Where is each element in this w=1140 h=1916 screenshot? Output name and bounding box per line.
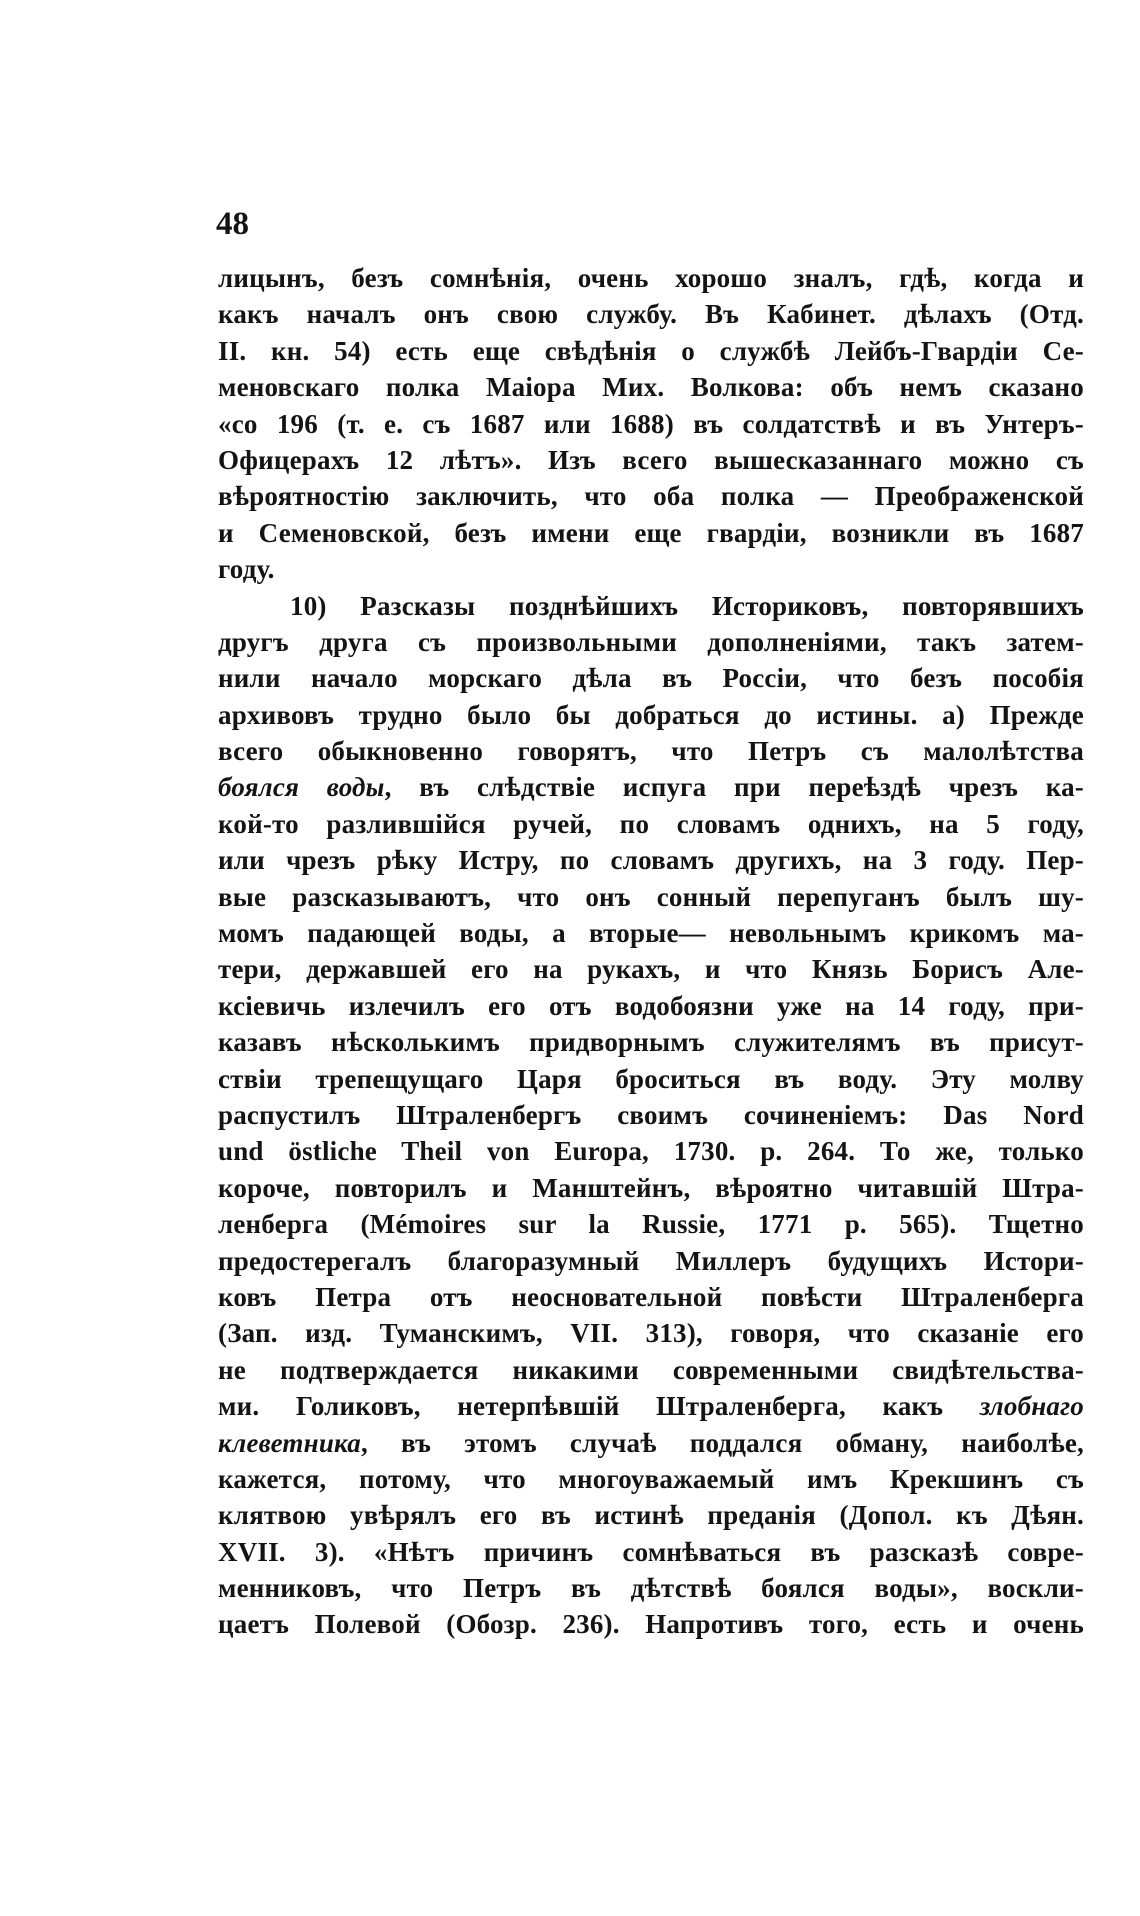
text-line: кажется, потому, что многоуважаемый имъ Крекшинъ съ	[218, 1463, 1084, 1494]
italic-phrase: боялся воды	[218, 772, 385, 803]
text-fragment: , въ слѣдствіе испуга при переѣздѣ чрезъ ка-	[384, 772, 1084, 803]
text-line: II. кн. 54) есть еще свѣдѣнія о службѣ Лейбъ-Гвардіи Се-	[218, 335, 1084, 366]
text-line: ствіи трепещущаго Царя броситься въ воду. Эту молву	[218, 1063, 1084, 1094]
text-line: меновскаго полка Маіора Мих. Волкова: объ немъ сказано	[218, 372, 1084, 403]
text-line: и Семеновской, безъ имени еще гвардіи, возникли въ 1687	[218, 517, 1084, 548]
text-line: распустилъ Штраленбергъ своимъ сочиненіемъ: Das Nord	[218, 1099, 1084, 1130]
text-line: клятвою увѣрялъ его въ истинѣ преданія (Допол. къ Дѣян.	[218, 1500, 1084, 1531]
text-line: или чрезъ рѣку Истру, по словамъ другихъ, на 3 году. Пер-	[218, 845, 1084, 876]
text-line: кой-то разлившійся ручей, по словамъ однихъ, на 5 году,	[218, 808, 1084, 839]
text-line: (Зап. изд. Туманскимъ, VII. 313), говоря, что сказаніе его	[218, 1318, 1084, 1349]
text-line: Офицерахъ 12 лѣтъ». Изъ всего вышесказаннаго можно съ	[218, 444, 1084, 475]
text-line: момъ падающей воды, а вторые— невольнымъ крикомъ ма-	[218, 918, 1084, 949]
text-line: менниковъ, что Петръ въ дѣтствѣ боялся воды», воскли-	[218, 1573, 1084, 1604]
page-number: 48	[216, 206, 249, 242]
text-line: ковъ Петра отъ неосновательной повѣсти Штраленберга	[218, 1281, 1084, 1312]
text-line	[218, 769, 1084, 805]
text-line: тери, державшей его на рукахъ, и что Князь Борисъ Але-	[218, 954, 1084, 985]
text-line: ксіевичь излечилъ его отъ водобоязни уже на 14 году, при-	[218, 990, 1084, 1021]
text-line: году.	[218, 554, 275, 585]
text-line: всего обыкновенно говорятъ, что Петръ съ малолѣтства	[218, 736, 1084, 767]
text-line: XVII. 3). «Нѣтъ причинъ сомнѣваться въ разсказѣ совре-	[218, 1536, 1084, 1567]
text-fragment: ми. Голиковъ, нетерпѣвшій Штраленберга, какъ	[218, 1391, 980, 1422]
text-line: вѣроятностію заключить, что оба полка — Преображенской	[218, 481, 1084, 512]
paragraph-start-line: 10) Разсказы позднѣйшихъ Историковъ, повторявшихъ	[290, 590, 1084, 621]
text-line: другъ друга съ произвольными дополненіями, такъ затем-	[218, 626, 1084, 657]
text-line: какъ началъ онъ свою службу. Въ Кабинет. дѣлахъ (Отд.	[218, 299, 1084, 330]
text-line: предостерегалъ благоразумный Миллеръ будущихъ Истори-	[218, 1245, 1084, 1276]
text-line: короче, повторилъ и Манштейнъ, вѣроятно читавшій Штра-	[218, 1172, 1084, 1203]
text-line: казавъ нѣсколькимъ придворнымъ служителямъ въ присут-	[218, 1027, 1084, 1058]
text-line: ленберга (Mémoires sur la Russie, 1771 p. 565). Тщетно	[218, 1209, 1084, 1240]
text-fragment: , въ этомъ случаѣ поддался обману, наиболѣе,	[360, 1427, 1084, 1458]
text-line	[218, 1425, 1084, 1461]
body-text	[218, 260, 1084, 1643]
text-line: нили начало морскаго дѣла въ Россіи, что безъ пособія	[218, 663, 1084, 694]
text-line: und östliche Theil von Europa, 1730. p. 264. То же, только	[218, 1136, 1084, 1167]
text-line: лицынъ, безъ сомнѣнія, очень хорошо зналъ, гдѣ, когда и	[218, 263, 1084, 293]
text-line: не подтверждается никакими современными свидѣтельства-	[218, 1354, 1084, 1385]
text-line: архивовъ трудно было бы добраться до истины. а) Прежде	[218, 699, 1084, 730]
italic-phrase: клеветника	[218, 1427, 361, 1458]
text-line: вые разсказываютъ, что онъ сонный перепуганъ былъ шу-	[218, 881, 1084, 912]
italic-phrase: злобнаго	[979, 1391, 1084, 1422]
text-line: «со 196 (т. е. съ 1687 или 1688) въ солдатствѣ и въ Унтеръ-	[218, 408, 1084, 439]
text-line: цаетъ Полевой (Обозр. 236). Напротивъ того, есть и очень	[218, 1609, 1084, 1640]
text-line	[218, 1388, 1084, 1424]
